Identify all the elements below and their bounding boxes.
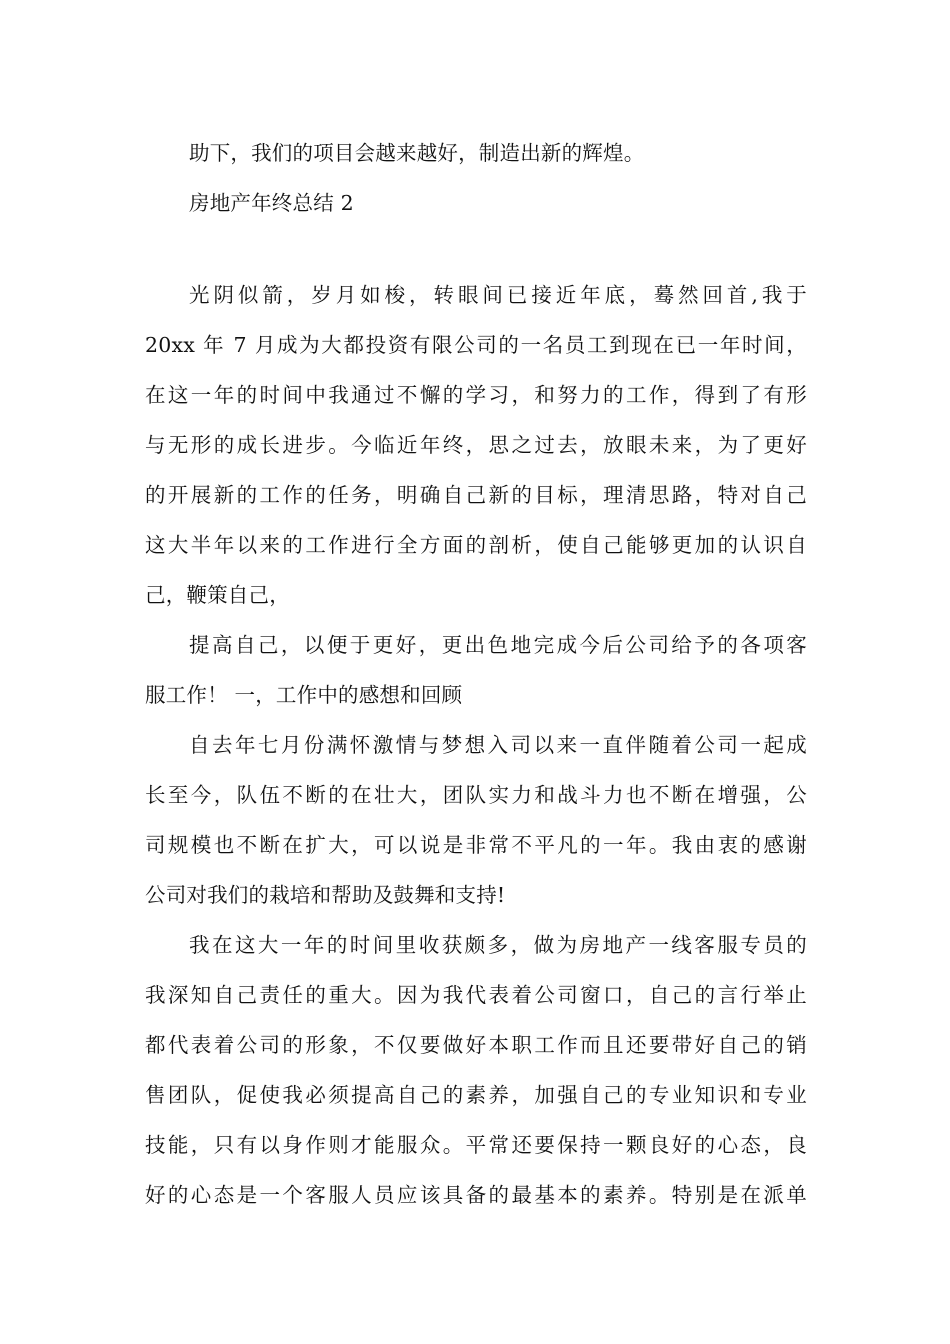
paragraph-line: 我在这大一年的时间里收获颇多，做为房地产一线客服专员的	[189, 933, 807, 957]
paragraph-line: 这大半年以来的工作进行全方面的剖析，使自己能够更加的认识自	[145, 533, 807, 557]
blank-gap	[145, 228, 807, 270]
paragraph-line: 长至今，队伍不断的在壮大，团队实力和战斗力也不断在增强，公	[145, 783, 807, 807]
paragraph-line: 光阴似箭，岁月如梭，转眼间已接近年底，蓦然回首,我于	[189, 283, 807, 307]
paragraph-line: 20xx 年 7 月成为大都投资有限公司的一名员工到现在已一年时间，	[145, 333, 807, 357]
paragraph-line: 己，鞭策自己，	[145, 583, 290, 607]
paragraph-line: 售团队，促使我必须提高自己的素养，加强自己的专业知识和专业	[145, 1083, 807, 1107]
paragraph-line: 的开展新的工作的任务，明确自己新的目标，理清思路，特对自己	[145, 483, 807, 507]
paragraph-line: 司规模也不断在扩大，可以说是非常不平凡的一年。我由衷的感谢	[145, 833, 807, 857]
section-title: 房地产年终总结 2	[189, 191, 354, 215]
paragraph-line: 在这一年的时间中我通过不懈的学习，和努力的工作，得到了有形	[145, 383, 807, 407]
document-body	[145, 128, 807, 1220]
paragraph-line: 服工作！ 一，工作中的感想和回顾	[145, 683, 463, 707]
paragraph-line: 我深知自己责任的重大。因为我代表着公司窗口，自己的言行举止	[145, 983, 807, 1007]
paragraph-line: 助下，我们的项目会越来越好，制造出新的辉煌。	[189, 141, 645, 165]
paragraph-line: 好的心态是一个客服人员应该具备的最基本的素养。特别是在派单	[145, 1183, 807, 1207]
paragraph-2	[145, 620, 807, 720]
paragraph-line: 与无形的成长进步。今临近年终，思之过去，放眼未来，为了更好	[145, 433, 807, 457]
paragraph-line: 公司对我们的栽培和帮助及鼓舞和支持!	[145, 883, 506, 907]
paragraph-line: 都代表着公司的形象，不仅要做好本职工作而且还要带好自己的销	[145, 1033, 807, 1057]
paragraph-line: 自去年七月份满怀激情与梦想入司以来一直伴随着公司一起成	[189, 733, 807, 757]
paragraph-4	[145, 920, 807, 1220]
paragraph-line: 技能，只有以身作则才能服众。平常还要保持一颗良好的心态，良	[145, 1133, 807, 1157]
paragraph-line: 提高自己，以便于更好，更出色地完成今后公司给予的各项客	[189, 633, 807, 657]
paragraph-3	[145, 720, 807, 920]
paragraph-1	[145, 270, 807, 620]
